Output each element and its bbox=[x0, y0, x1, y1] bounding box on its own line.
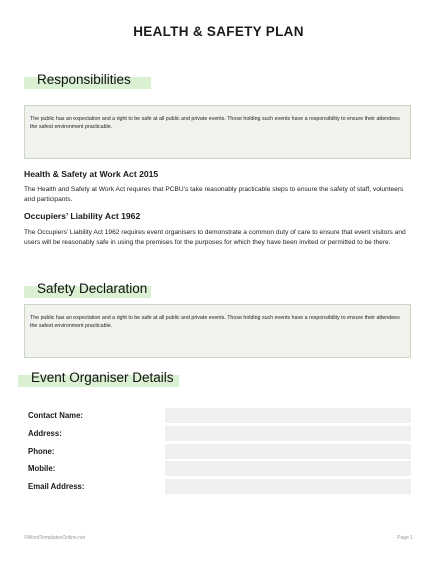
hswa-text: The Health and Safety at Work Act requires that PCBU’s take reasonably practicable steps to ensure the safety of staff, volunteers and participants. bbox=[24, 186, 404, 203]
mobile-label: Mobile: bbox=[28, 464, 56, 473]
hswa-heading: Health & Safety at Work Act 2015 bbox=[24, 169, 159, 179]
organiser-heading bbox=[18, 370, 179, 387]
ola-heading: Occupiers’ Liability Act 1962 bbox=[24, 211, 141, 221]
footer-page-number: Page 1 bbox=[397, 535, 413, 541]
address-field[interactable] bbox=[165, 426, 411, 441]
page-title: HEALTH & SAFETY PLAN bbox=[133, 24, 304, 39]
ola-text: The Occupiers’ Liability Act 1962 requires event organisers to demonstrate a common duty of care to ensure that event visitors and users will be reasonably safe in using the premises for the purposes for which they have been invited or permitted to be there. bbox=[24, 229, 406, 246]
safety-declaration-heading bbox=[24, 281, 151, 298]
safety-declaration-box-text: The public has an expectation and a right to be safe at all public and private events. Those holding such events have a responsibility to ensure their attendees the safest environment practicable. bbox=[30, 315, 400, 329]
mobile-field[interactable] bbox=[165, 461, 411, 476]
email-address-field[interactable] bbox=[165, 479, 411, 494]
phone-field[interactable] bbox=[165, 444, 411, 459]
safety-declaration-heading-text: Safety Declaration bbox=[37, 281, 148, 296]
responsibilities-box-text: The public has an expectation and a right to be safe at all public and private events. Those holding such events have a responsibility to ensure their attendees the safest environment practicable. bbox=[30, 116, 400, 130]
footer-copyright: ©WordTemplatesOnline.net bbox=[24, 535, 86, 541]
email-address-label: Email Address: bbox=[28, 482, 85, 491]
phone-label: Phone: bbox=[28, 447, 55, 456]
responsibilities-textbox[interactable] bbox=[24, 105, 411, 159]
contact-name-label: Contact Name: bbox=[28, 411, 84, 420]
responsibilities-heading bbox=[24, 72, 151, 89]
safety-declaration-textbox[interactable] bbox=[24, 304, 411, 358]
organiser-heading-text: Event Organiser Details bbox=[31, 370, 174, 385]
contact-name-field[interactable] bbox=[165, 408, 411, 423]
responsibilities-heading-text: Responsibilities bbox=[37, 72, 131, 87]
address-label: Address: bbox=[28, 429, 62, 438]
